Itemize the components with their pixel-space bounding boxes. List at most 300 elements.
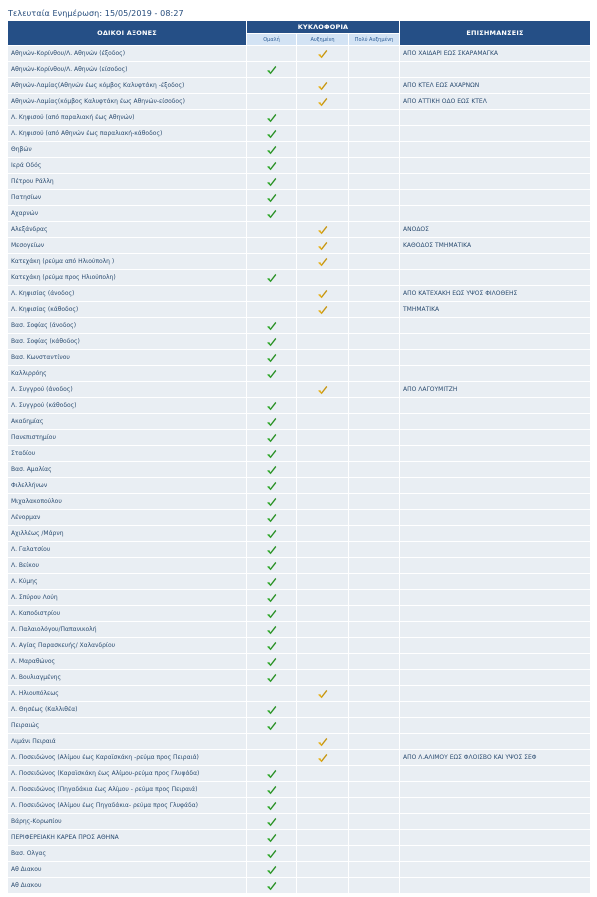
- status-cell-very-increased: [349, 638, 400, 654]
- status-cell-increased: [297, 366, 349, 382]
- note-text: [400, 430, 591, 446]
- status-cell-very-increased: [349, 334, 400, 350]
- note-text: [400, 558, 591, 574]
- note-text: [400, 62, 591, 78]
- status-cell-very-increased: [349, 494, 400, 510]
- status-cell-very-increased: [349, 798, 400, 814]
- road-name: Λιμάνι Πειραιά: [8, 734, 247, 750]
- status-cell-very-increased: [349, 254, 400, 270]
- road-name: Λ. Αγίας Παρασκευής/ Χαλανδρίου: [8, 638, 247, 654]
- table-row: [8, 430, 591, 446]
- road-name: Βασ. Αμαλίας: [8, 462, 247, 478]
- status-cell-very-increased: [349, 574, 400, 590]
- status-cell-increased: [297, 94, 349, 110]
- note-text: [400, 270, 591, 286]
- status-cell-normal: [247, 638, 297, 654]
- status-cell-normal: [247, 446, 297, 462]
- status-cell-very-increased: [349, 462, 400, 478]
- table-row: [8, 446, 591, 462]
- table-row: [8, 78, 591, 94]
- status-cell-increased: [297, 750, 349, 766]
- status-cell-increased: [297, 766, 349, 782]
- table-row: [8, 190, 591, 206]
- status-cell-normal: [247, 878, 297, 894]
- status-cell-increased: [297, 62, 349, 78]
- note-text: [400, 830, 591, 846]
- status-cell-increased: [297, 798, 349, 814]
- status-cell-increased: [297, 382, 349, 398]
- note-text: [400, 110, 591, 126]
- status-cell-normal: [247, 382, 297, 398]
- table-row: [8, 782, 591, 798]
- table-row: [8, 510, 591, 526]
- status-cell-normal: [247, 830, 297, 846]
- road-name: Αθηνών-Λαμίας(κόμβος Καλυφτάκη έως Αθηνών-είσοδος): [8, 94, 247, 110]
- status-cell-normal: [247, 350, 297, 366]
- note-text: [400, 414, 591, 430]
- table-row: [8, 574, 591, 590]
- road-name: Φιλελλήνων: [8, 478, 247, 494]
- header-roads: ΟΔΙΚΟΙ ΑΞΟΝΕΣ: [8, 21, 247, 46]
- note-text: ΑΠΟ ΑΤΤΙΚΗ ΟΔΟ ΕΩΣ ΚΤΕΛ: [400, 94, 591, 110]
- status-cell-very-increased: [349, 622, 400, 638]
- status-cell-increased: [297, 878, 349, 894]
- status-cell-normal: [247, 510, 297, 526]
- status-cell-increased: [297, 430, 349, 446]
- status-cell-normal: [247, 286, 297, 302]
- status-cell-very-increased: [349, 734, 400, 750]
- status-cell-increased: [297, 718, 349, 734]
- status-cell-increased: [297, 270, 349, 286]
- status-cell-increased: [297, 286, 349, 302]
- status-cell-very-increased: [349, 766, 400, 782]
- status-cell-very-increased: [349, 830, 400, 846]
- table-row: [8, 222, 591, 238]
- table-row: [8, 46, 591, 62]
- status-cell-increased: [297, 350, 349, 366]
- status-cell-increased: [297, 686, 349, 702]
- table-row: [8, 334, 591, 350]
- table-row: [8, 302, 591, 318]
- note-text: [400, 510, 591, 526]
- status-cell-very-increased: [349, 94, 400, 110]
- note-text: [400, 702, 591, 718]
- road-name: Λ. Ποσειδώνος (Αλίμου έως Καραϊσκάκη -ρεύμα προς Πειραιά): [8, 750, 247, 766]
- check-icon: [317, 81, 328, 91]
- status-cell-very-increased: [349, 238, 400, 254]
- road-name: Λ. Μαραθώνος: [8, 654, 247, 670]
- status-label-very-increased: Πολύ Αυξημένη: [349, 34, 400, 46]
- status-cell-normal: [247, 462, 297, 478]
- table-row: [8, 878, 591, 894]
- table-row: [8, 494, 591, 510]
- status-cell-increased: [297, 318, 349, 334]
- status-cell-normal: [247, 622, 297, 638]
- check-icon: [266, 513, 277, 523]
- status-cell-increased: [297, 606, 349, 622]
- table-row: [8, 414, 591, 430]
- status-cell-increased: [297, 46, 349, 62]
- status-cell-normal: [247, 606, 297, 622]
- note-text: [400, 718, 591, 734]
- check-icon: [266, 721, 277, 731]
- status-cell-very-increased: [349, 862, 400, 878]
- status-cell-very-increased: [349, 782, 400, 798]
- note-text: [400, 878, 591, 894]
- check-icon: [266, 129, 277, 139]
- note-text: ΑΠΟ ΚΑΤΕΧΑΚΗ ΕΩΣ ΥΨΟΣ ΦΙΛΟΘΕΗΣ: [400, 286, 591, 302]
- status-cell-normal: [247, 334, 297, 350]
- table-row: [8, 670, 591, 686]
- table-row: [8, 686, 591, 702]
- note-text: [400, 142, 591, 158]
- check-icon: [266, 657, 277, 667]
- road-name: Λ. Ηλιουπόλεως: [8, 686, 247, 702]
- status-cell-increased: [297, 222, 349, 238]
- note-text: ΑΠΟ ΛΑΓΟΥΜΙΤΖΗ: [400, 382, 591, 398]
- table-row: [8, 206, 591, 222]
- check-icon: [266, 193, 277, 203]
- check-icon: [266, 401, 277, 411]
- table-row: [8, 606, 591, 622]
- status-cell-normal: [247, 174, 297, 190]
- note-text: [400, 686, 591, 702]
- status-cell-very-increased: [349, 110, 400, 126]
- status-cell-increased: [297, 158, 349, 174]
- status-cell-increased: [297, 302, 349, 318]
- note-text: [400, 494, 591, 510]
- status-cell-very-increased: [349, 414, 400, 430]
- table-row: [8, 734, 591, 750]
- status-cell-increased: [297, 846, 349, 862]
- check-icon: [317, 737, 328, 747]
- check-icon: [266, 849, 277, 859]
- status-cell-normal: [247, 78, 297, 94]
- note-text: [400, 158, 591, 174]
- check-icon: [266, 641, 277, 651]
- check-icon: [266, 705, 277, 715]
- status-cell-normal: [247, 206, 297, 222]
- status-cell-normal: [247, 142, 297, 158]
- check-icon: [266, 353, 277, 363]
- status-cell-increased: [297, 574, 349, 590]
- road-name: Λ. Κηφισού (από Αθηνών έως παραλιακή-κάθοδος): [8, 126, 247, 142]
- status-cell-very-increased: [349, 878, 400, 894]
- note-text: [400, 478, 591, 494]
- table-row: [8, 126, 591, 142]
- table-row: [8, 862, 591, 878]
- check-icon: [266, 497, 277, 507]
- status-cell-very-increased: [349, 174, 400, 190]
- note-text: [400, 398, 591, 414]
- status-cell-very-increased: [349, 350, 400, 366]
- road-name: Λ. Κηφισίας (κάθοδος): [8, 302, 247, 318]
- status-cell-increased: [297, 670, 349, 686]
- table-row: [8, 382, 591, 398]
- check-icon: [317, 289, 328, 299]
- note-text: [400, 190, 591, 206]
- status-cell-normal: [247, 222, 297, 238]
- table-row: [8, 238, 591, 254]
- table-row: [8, 318, 591, 334]
- note-text: [400, 350, 591, 366]
- road-name: Αθηνών-Κορίνθου/Λ. Αθηνών (έξοδος): [8, 46, 247, 62]
- status-cell-increased: [297, 702, 349, 718]
- status-cell-increased: [297, 814, 349, 830]
- status-cell-normal: [247, 782, 297, 798]
- note-text: [400, 462, 591, 478]
- table-row: [8, 350, 591, 366]
- status-cell-normal: [247, 398, 297, 414]
- status-cell-normal: [247, 270, 297, 286]
- road-name: Πέτρου Ράλλη: [8, 174, 247, 190]
- road-name: Βάρης-Κορωπίου: [8, 814, 247, 830]
- road-name: Κατεχάκη (ρεύμα από Ηλιούπολη ): [8, 254, 247, 270]
- check-icon: [266, 817, 277, 827]
- note-text: [400, 846, 591, 862]
- status-cell-very-increased: [349, 302, 400, 318]
- note-text: [400, 766, 591, 782]
- road-name: Βασ. Σοφίας (κάθοδος): [8, 334, 247, 350]
- road-name: Λ. Σπύρου Λούη: [8, 590, 247, 606]
- status-cell-normal: [247, 718, 297, 734]
- table-row: [8, 110, 591, 126]
- status-cell-increased: [297, 414, 349, 430]
- status-cell-very-increased: [349, 542, 400, 558]
- road-name: Ιερά Οδός: [8, 158, 247, 174]
- status-cell-normal: [247, 686, 297, 702]
- road-name: Λ. Γαλατσίου: [8, 542, 247, 558]
- table-row: [8, 142, 591, 158]
- status-cell-increased: [297, 542, 349, 558]
- table-row: [8, 718, 591, 734]
- table-row: [8, 558, 591, 574]
- check-icon: [317, 241, 328, 251]
- table-row: [8, 478, 591, 494]
- road-name: Λένορμαν: [8, 510, 247, 526]
- table-row: [8, 286, 591, 302]
- road-name: Βασ. Ολγας: [8, 846, 247, 862]
- status-cell-normal: [247, 862, 297, 878]
- check-icon: [266, 417, 277, 427]
- status-cell-normal: [247, 558, 297, 574]
- status-cell-increased: [297, 190, 349, 206]
- note-text: ΑΠΟ ΧΑΙΔΑΡΙ ΕΩΣ ΣΚΑΡΑΜΑΓΚΑ: [400, 46, 591, 62]
- table-row: [8, 526, 591, 542]
- table-row: [8, 62, 591, 78]
- road-name: Λ. Κηφισού (από παραλιακή έως Αθηνών): [8, 110, 247, 126]
- status-cell-normal: [247, 654, 297, 670]
- check-icon: [266, 481, 277, 491]
- check-icon: [266, 593, 277, 603]
- road-name: Λ. Ποσειδώνος (Καραϊσκάκη έως Αλίμου-ρεύμα προς Γλυφάδα): [8, 766, 247, 782]
- check-icon: [317, 753, 328, 763]
- road-name: Θηβών: [8, 142, 247, 158]
- status-cell-normal: [247, 542, 297, 558]
- check-icon: [266, 673, 277, 683]
- status-cell-normal: [247, 478, 297, 494]
- note-text: [400, 526, 591, 542]
- check-icon: [317, 689, 328, 699]
- status-cell-very-increased: [349, 366, 400, 382]
- status-cell-normal: [247, 590, 297, 606]
- note-text: [400, 174, 591, 190]
- status-cell-very-increased: [349, 606, 400, 622]
- note-text: [400, 574, 591, 590]
- status-cell-increased: [297, 622, 349, 638]
- header-traffic: ΚΥΚΛΟΦΟΡΙΑ: [247, 21, 400, 34]
- check-icon: [266, 881, 277, 891]
- status-cell-normal: [247, 414, 297, 430]
- status-cell-very-increased: [349, 206, 400, 222]
- check-icon: [266, 801, 277, 811]
- table-row: [8, 654, 591, 670]
- check-icon: [317, 49, 328, 59]
- status-cell-increased: [297, 510, 349, 526]
- status-cell-increased: [297, 174, 349, 190]
- status-cell-increased: [297, 78, 349, 94]
- status-cell-increased: [297, 110, 349, 126]
- check-icon: [266, 145, 277, 155]
- table-row: [8, 590, 591, 606]
- traffic-table: [7, 20, 591, 894]
- table-row: [8, 366, 591, 382]
- status-cell-normal: [247, 62, 297, 78]
- note-text: [400, 590, 591, 606]
- status-cell-very-increased: [349, 750, 400, 766]
- note-text: [400, 446, 591, 462]
- status-cell-very-increased: [349, 398, 400, 414]
- status-cell-normal: [247, 94, 297, 110]
- table-row: [8, 254, 591, 270]
- check-icon: [266, 177, 277, 187]
- status-cell-very-increased: [349, 814, 400, 830]
- status-cell-very-increased: [349, 158, 400, 174]
- note-text: [400, 654, 591, 670]
- status-cell-very-increased: [349, 558, 400, 574]
- status-cell-very-increased: [349, 702, 400, 718]
- table-row: [8, 174, 591, 190]
- status-cell-increased: [297, 126, 349, 142]
- road-name: Αχιλλέως /Μάρνη: [8, 526, 247, 542]
- note-text: ΤΜΗΜΑΤΙΚΑ: [400, 302, 591, 318]
- status-cell-normal: [247, 254, 297, 270]
- check-icon: [266, 769, 277, 779]
- check-icon: [317, 257, 328, 267]
- table-row: [8, 638, 591, 654]
- status-cell-normal: [247, 126, 297, 142]
- road-name: Αθ Διακου: [8, 878, 247, 894]
- check-icon: [266, 449, 277, 459]
- check-icon: [266, 433, 277, 443]
- road-name: Αθηνών-Λαμίας(Αθηνών έως κόμβος Καλυφτάκη -έξοδος): [8, 78, 247, 94]
- road-name: ΠΕΡΙΦΕΡΕΙΑΚΗ ΚΑΡΕΑ ΠΡΟΣ ΑΘΗΝΑ: [8, 830, 247, 846]
- table-row: [8, 462, 591, 478]
- status-cell-normal: [247, 702, 297, 718]
- status-cell-normal: [247, 814, 297, 830]
- note-text: ΚΑΘΟΔΟΣ ΤΜΗΜΑΤΙΚΑ: [400, 238, 591, 254]
- check-icon: [266, 833, 277, 843]
- note-text: [400, 622, 591, 638]
- check-icon: [266, 561, 277, 571]
- status-cell-very-increased: [349, 686, 400, 702]
- check-icon: [266, 609, 277, 619]
- status-cell-normal: [247, 366, 297, 382]
- status-cell-increased: [297, 558, 349, 574]
- road-name: Λ. Συγγρού (άνοδος): [8, 382, 247, 398]
- status-cell-very-increased: [349, 670, 400, 686]
- status-cell-normal: [247, 318, 297, 334]
- road-name: Λ. Θησέως (Καλλιθέα): [8, 702, 247, 718]
- last-update-text: Τελευταία Ενημέρωση: 15/05/2019 - 08:27: [8, 9, 184, 18]
- check-icon: [266, 529, 277, 539]
- check-icon: [317, 97, 328, 107]
- status-cell-normal: [247, 766, 297, 782]
- status-cell-very-increased: [349, 222, 400, 238]
- table-row: [8, 830, 591, 846]
- status-cell-very-increased: [349, 126, 400, 142]
- check-icon: [317, 225, 328, 235]
- note-text: [400, 782, 591, 798]
- status-cell-normal: [247, 302, 297, 318]
- status-cell-very-increased: [349, 654, 400, 670]
- table-row: [8, 542, 591, 558]
- status-cell-very-increased: [349, 590, 400, 606]
- status-label-normal: Ομαλή: [247, 34, 297, 46]
- note-text: [400, 862, 591, 878]
- note-text: [400, 734, 591, 750]
- status-cell-normal: [247, 670, 297, 686]
- check-icon: [266, 113, 277, 123]
- note-text: [400, 542, 591, 558]
- status-cell-normal: [247, 526, 297, 542]
- table-row: [8, 702, 591, 718]
- status-cell-increased: [297, 238, 349, 254]
- table-row: [8, 270, 591, 286]
- road-name: Λ. Βείκου: [8, 558, 247, 574]
- status-cell-very-increased: [349, 446, 400, 462]
- status-cell-very-increased: [349, 526, 400, 542]
- status-cell-normal: [247, 798, 297, 814]
- road-name: Αλεξάνδρας: [8, 222, 247, 238]
- table-row: [8, 622, 591, 638]
- status-cell-normal: [247, 494, 297, 510]
- status-cell-increased: [297, 654, 349, 670]
- road-name: Ακαδημίας: [8, 414, 247, 430]
- table-row: [8, 750, 591, 766]
- road-name: Λ. Ποσειδώνος (Αλίμου έως Πηγαδάκια- ρεύμα προς Γλυφάδα): [8, 798, 247, 814]
- check-icon: [266, 625, 277, 635]
- status-cell-increased: [297, 334, 349, 350]
- check-icon: [266, 577, 277, 587]
- check-icon: [266, 545, 277, 555]
- status-cell-very-increased: [349, 318, 400, 334]
- check-icon: [266, 465, 277, 475]
- status-cell-increased: [297, 462, 349, 478]
- status-cell-very-increased: [349, 62, 400, 78]
- status-cell-very-increased: [349, 510, 400, 526]
- note-text: [400, 254, 591, 270]
- status-cell-increased: [297, 398, 349, 414]
- status-cell-very-increased: [349, 430, 400, 446]
- check-icon: [266, 337, 277, 347]
- status-cell-very-increased: [349, 478, 400, 494]
- status-cell-increased: [297, 494, 349, 510]
- table-row: [8, 766, 591, 782]
- status-cell-increased: [297, 142, 349, 158]
- table-row: [8, 398, 591, 414]
- status-cell-increased: [297, 254, 349, 270]
